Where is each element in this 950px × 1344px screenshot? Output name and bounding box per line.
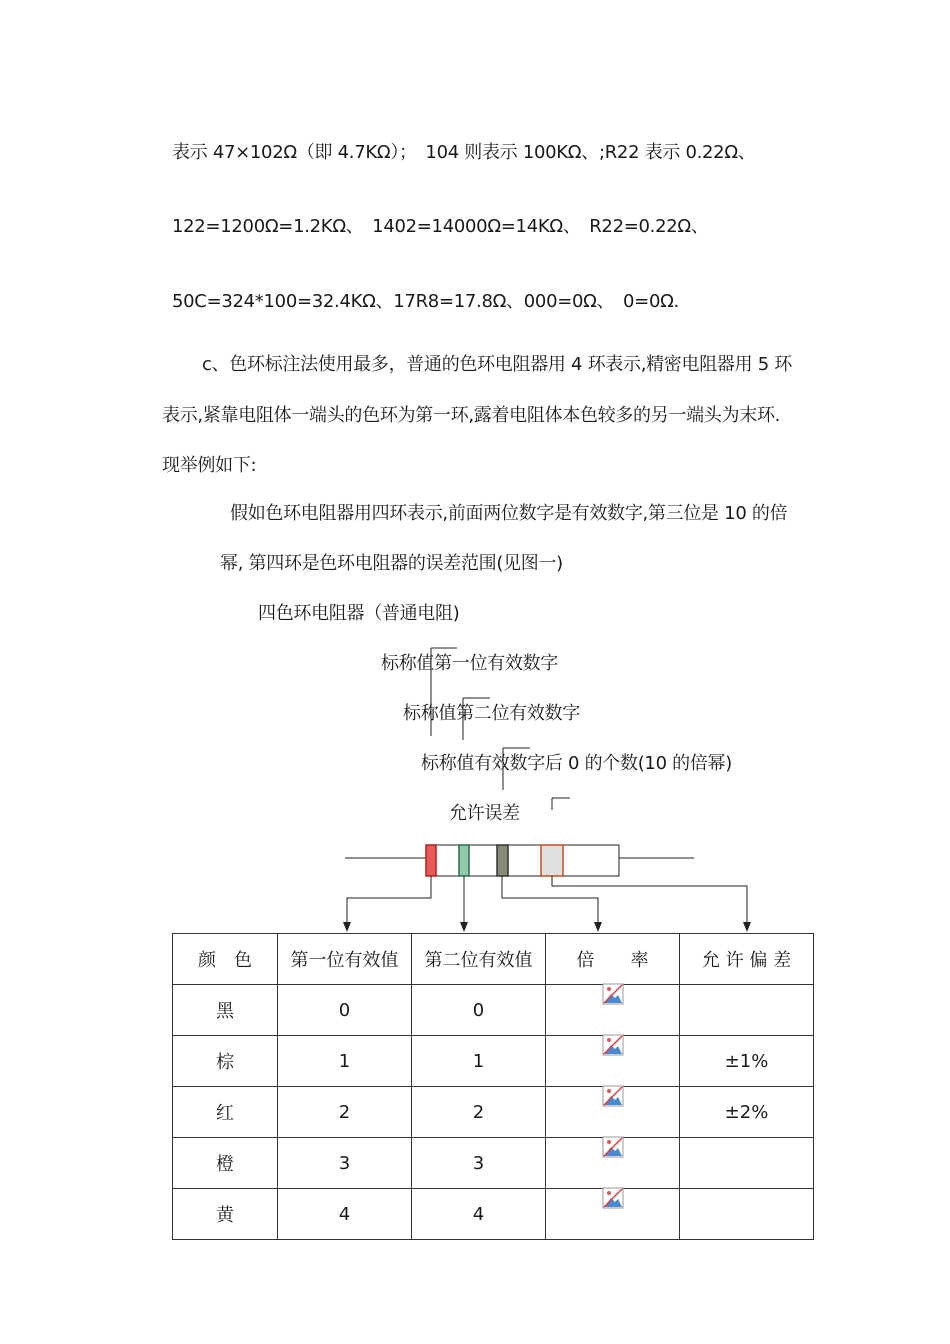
header-tolerance: 允 许 偏 差 — [680, 934, 814, 985]
label4-leader — [552, 798, 570, 810]
arrow-line-4 — [552, 876, 747, 924]
cell-multiplier — [546, 1036, 680, 1087]
cell-color: 橙 — [173, 1138, 278, 1189]
paragraph-line-8: 幂, 第四环是色环电阻器的误差范围(见图一) — [220, 553, 563, 574]
cell-color: 棕 — [173, 1036, 278, 1087]
color-code-table — [172, 933, 814, 1240]
cell-multiplier — [546, 985, 680, 1036]
table-header-row — [173, 934, 814, 985]
figure-label-tolerance: 允许误差 — [449, 803, 520, 824]
cell-tolerance — [680, 985, 814, 1036]
cell-tolerance — [680, 1138, 814, 1189]
arrowhead-2 — [460, 922, 468, 932]
arrowhead-3 — [594, 922, 602, 932]
cell-color: 黄 — [173, 1189, 278, 1240]
arrow-line-1 — [347, 876, 431, 924]
figure-label-second-digit: 标称值第二位有效数字 — [403, 703, 580, 724]
cell-multiplier — [546, 1189, 680, 1240]
broken-image-icon — [602, 1085, 624, 1107]
cell-first: 3 — [278, 1138, 412, 1189]
table-row — [173, 1138, 814, 1189]
header-first: 第一位有效值 — [278, 934, 412, 985]
paragraph-line-3: 50C=324*100=32.4KΩ、17R8=17.8Ω、000=0Ω、 0=0Ω. — [172, 291, 679, 312]
resistor-body — [426, 845, 619, 876]
cell-color: 红 — [173, 1087, 278, 1138]
table-row — [173, 1036, 814, 1087]
header-multiplier: 倍 率 — [546, 934, 680, 985]
label1-leader — [431, 648, 457, 736]
arrowhead-4 — [743, 922, 751, 932]
cell-first: 1 — [278, 1036, 412, 1087]
label3-leader — [503, 748, 530, 790]
cell-multiplier — [546, 1138, 680, 1189]
cell-second: 3 — [412, 1138, 546, 1189]
table-row — [173, 1087, 814, 1138]
cell-tolerance — [680, 1189, 814, 1240]
label2-leader — [463, 698, 490, 740]
figure-title: 四色环电阻器（普通电阻) — [258, 603, 460, 624]
paragraph-line-2: 122=1200Ω=1.2KΩ、 1402=14000Ω=14KΩ、 R22=0.22Ω、 — [172, 216, 709, 237]
cell-first: 0 — [278, 985, 412, 1036]
broken-image-icon — [602, 1136, 624, 1158]
paragraph-line-7: 假如色环电阻器用四环表示,前面两位数字是有效数字,第三位是 10 的倍 — [230, 503, 788, 524]
broken-image-icon — [602, 983, 624, 1005]
cell-tolerance: ±2% — [680, 1087, 814, 1138]
band-1 — [426, 845, 436, 876]
arrow-line-3 — [502, 876, 598, 924]
cell-tolerance: ±1% — [680, 1036, 814, 1087]
arrowhead-1 — [343, 922, 351, 932]
header-second: 第二位有效值 — [412, 934, 546, 985]
table-row — [173, 1189, 814, 1240]
paragraph-line-1: 表示 47×102Ω（即 4.7KΩ）； 104 则表示 100KΩ、;R22 表示 0.22Ω、 — [172, 142, 756, 163]
broken-image-icon — [602, 1187, 624, 1209]
cell-second: 2 — [412, 1087, 546, 1138]
cell-color: 黑 — [173, 985, 278, 1036]
cell-first: 4 — [278, 1189, 412, 1240]
band-2 — [459, 845, 469, 876]
figure-label-first-digit: 标称值第一位有效数字 — [381, 653, 558, 674]
band-4 — [541, 845, 563, 876]
cell-second: 4 — [412, 1189, 546, 1240]
paragraph-line-5: 表示,紧靠电阻体一端头的色环为第一环,露着电阻体本色较多的另一端头为末环. — [162, 405, 781, 426]
cell-second: 0 — [412, 985, 546, 1036]
table-row — [173, 985, 814, 1036]
header-color: 颜 色 — [173, 934, 278, 985]
band-3 — [497, 845, 508, 876]
cell-second: 1 — [412, 1036, 546, 1087]
cell-first: 2 — [278, 1087, 412, 1138]
figure-label-multiplier: 标称值有效数字后 0 的个数(10 的倍幂) — [421, 753, 732, 774]
paragraph-line-6: 现举例如下: — [162, 455, 257, 476]
broken-image-icon — [602, 1034, 624, 1056]
cell-multiplier — [546, 1087, 680, 1138]
paragraph-line-4: c、色环标注法使用最多，普通的色环电阻器用 4 环表示,精密电阻器用 5 环 — [202, 354, 793, 375]
